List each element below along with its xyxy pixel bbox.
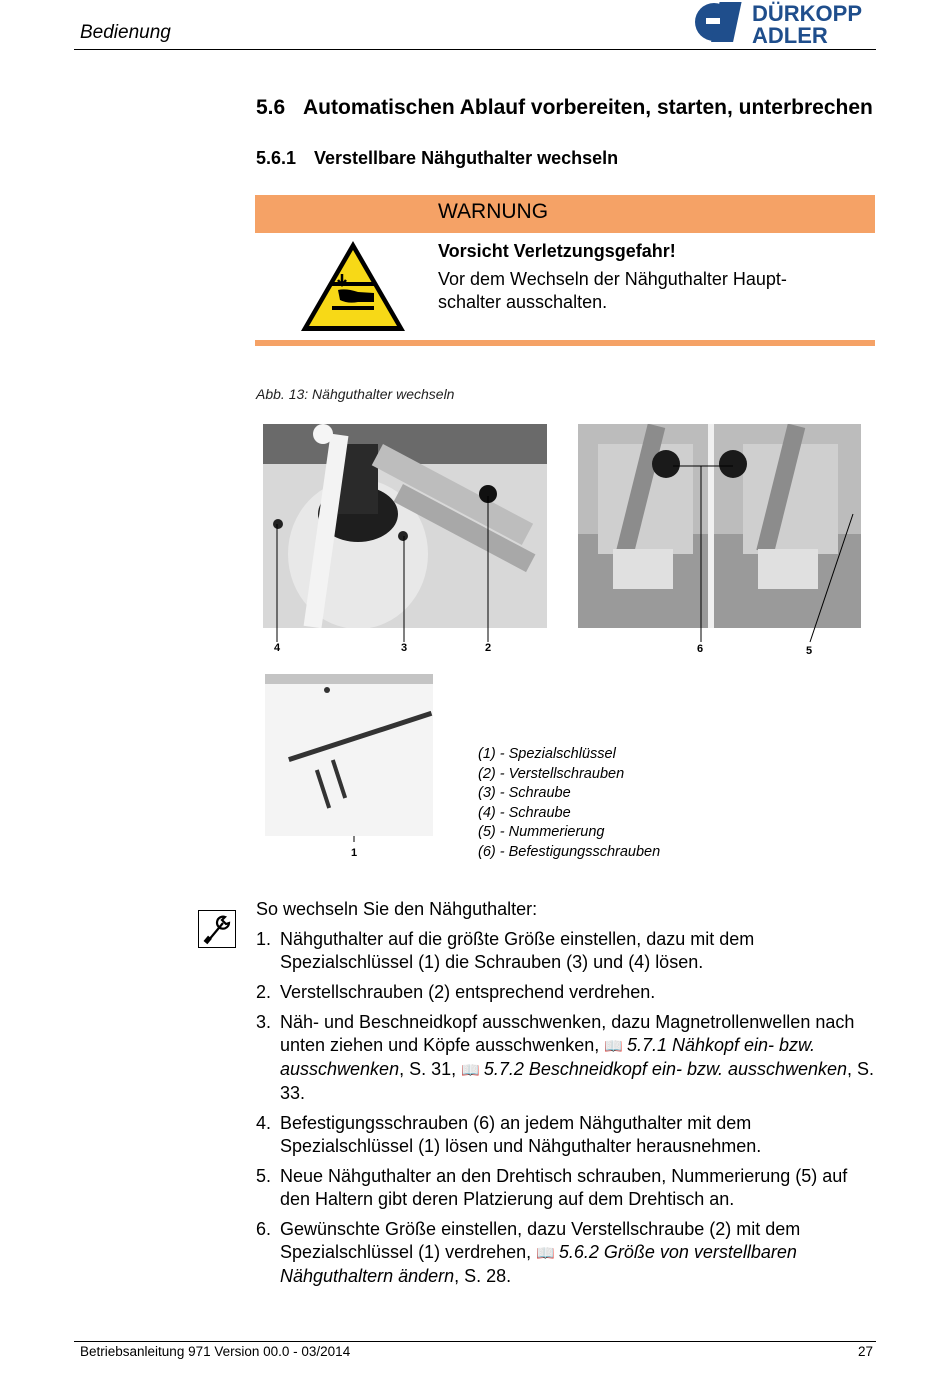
instruction-steps xyxy=(256,928,881,1295)
warning-line-1: Vor dem Wechseln der Nähguthalter Haupt- xyxy=(438,269,787,289)
heading-2-text: Verstellbare Nähguthalter wechseln xyxy=(314,148,619,168)
duerkopp-adler-logo xyxy=(692,0,878,46)
header-rule xyxy=(74,49,876,50)
warning-line-2: schalter ausschalten. xyxy=(438,292,608,312)
figure-caption: Abb. 13: Nähguthalter wechseln xyxy=(256,386,455,402)
cross-reference-link[interactable]: 5.7.1 Nähkopf ein- bzw. ausschwenken xyxy=(280,1035,816,1079)
step-4: 4. Befestigungsschrauben (6) an jedem Nähguthalter mit dem Spezialschlüssel (1) lösen und Nähguthalter herausnehmen. xyxy=(256,1113,762,1156)
heading-2-number: 5.6.1 xyxy=(256,148,297,168)
footer-page-number: 27 xyxy=(858,1344,874,1359)
warning-text xyxy=(438,268,858,314)
legend-item: (6) - Befestigungsschrauben xyxy=(478,843,661,860)
callout-6: 6 xyxy=(697,643,704,655)
cross-reference-link[interactable]: 5.6.2 Größe von verstellbaren Nähguthaltern ändern xyxy=(280,1242,797,1286)
book-reference-icon: 📖 xyxy=(536,1245,555,1262)
warning-bottom-rule xyxy=(255,340,875,346)
callout-3: 3 xyxy=(401,642,408,654)
header-section-title: Bedienung xyxy=(80,22,171,43)
legend-item: (3) - Schraube xyxy=(478,785,571,801)
step-6: 6. Gewünschte Größe einstellen, dazu Verstellschraube (2) mit dem Spezialschlüssel (1) verdrehen, 📖 5.6.2 Größe von verstellbaren Nähguthaltern ändern, S. 28. xyxy=(256,1219,801,1286)
photo-special-key xyxy=(265,674,433,836)
cross-reference-link[interactable]: 5.7.2 Beschneidkopf ein- bzw. ausschwenken xyxy=(483,1059,848,1079)
legend-item: (2) - Verstellschrauben xyxy=(478,765,625,782)
logo-line2: ADLER xyxy=(752,23,828,46)
step-5: 5. Neue Nähguthalter an den Drehtisch schrauben, Nummerierung (5) auf den Haltern gibt deren Platzierung auf dem Drehtisch an. xyxy=(256,1166,848,1209)
step-1: 1. Nähguthalter auf die größte Größe einstellen, dazu mit dem Spezialschlüssel (1) die Schrauben (3) und (4) lösen. xyxy=(256,929,755,972)
callout-4: 4 xyxy=(274,642,281,654)
hand-crush-warning-icon xyxy=(298,238,408,334)
footer-document-info: Betriebsanleitung 971 Version 00.0 - 03/2014 xyxy=(80,1344,351,1359)
book-reference-icon: 📖 xyxy=(461,1062,480,1079)
footer-rule xyxy=(74,1341,876,1342)
callout-1: 1 xyxy=(351,847,358,859)
figure-leader-lines xyxy=(263,424,873,656)
warning-title: WARNUNG xyxy=(438,200,549,223)
book-reference-icon: 📖 xyxy=(604,1038,623,1055)
legend-item: (4) - Schraube xyxy=(478,804,571,821)
heading-1-number: 5.6 xyxy=(256,96,286,119)
wrench-icon xyxy=(198,910,236,948)
legend-item: (5) - Nummerierung xyxy=(478,824,605,840)
heading-2 xyxy=(256,148,618,169)
warning-bar xyxy=(255,195,875,233)
warning-subtitle: Vorsicht Verletzungsgefahr! xyxy=(438,241,676,261)
figure-legend xyxy=(478,745,660,862)
callout-2: 2 xyxy=(485,642,492,654)
instructions-intro: So wechseln Sie den Nähguthalter: xyxy=(256,899,538,919)
heading-1-text: Automatischen Ablauf vorbereiten, starten, unterbrechen xyxy=(303,96,873,119)
step-3: 3. Näh- und Beschneidkopf ausschwenken, dazu Magnetrollenwellen nach unten ziehen und Köpfe ausschwenken, 📖 5.7.1 Nähkopf ein- bzw. ausschwenken, S. 31, 📖 5.7.2 Beschneidkopf ein- bzw. ausschwenken, S. 33. xyxy=(256,1012,875,1103)
callout-5: 5 xyxy=(806,645,813,657)
logo-line1: DÜRKOPP xyxy=(752,1,863,26)
heading-1 xyxy=(256,96,873,120)
step-2: 2. Verstellschrauben (2) entsprechend verdrehen. xyxy=(256,982,656,1002)
legend-item: (1) - Spezialschlüssel xyxy=(478,746,616,762)
